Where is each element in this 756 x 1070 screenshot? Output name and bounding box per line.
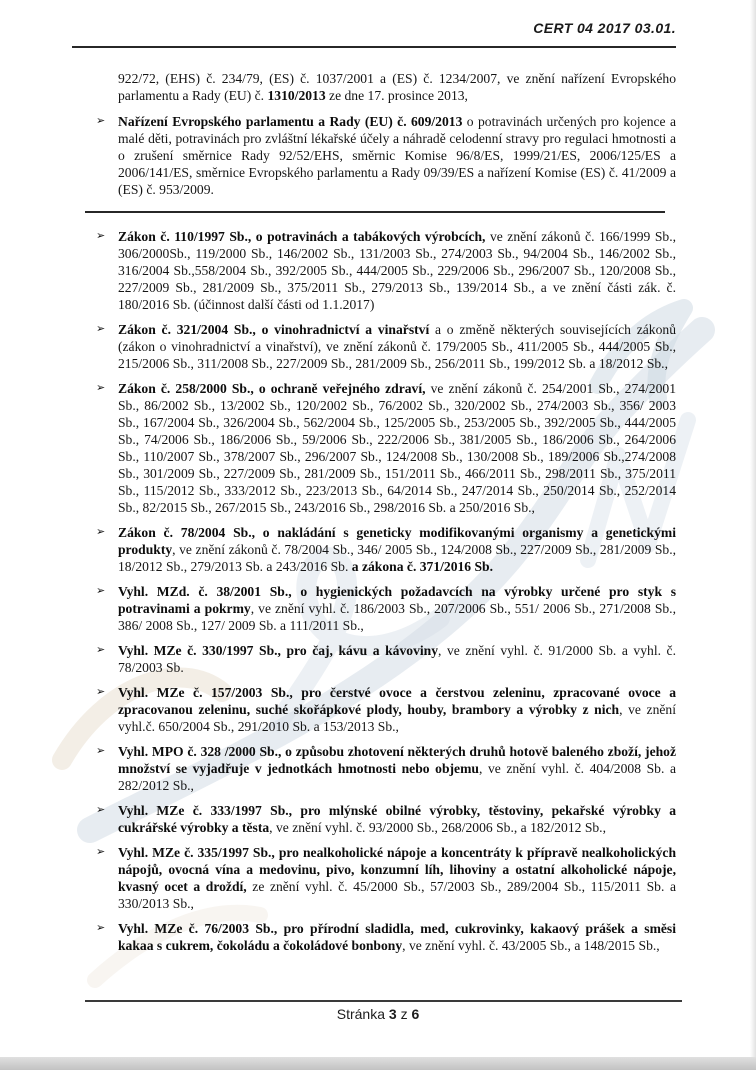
item-text xyxy=(118,322,676,371)
text-segment: a zákona č. 371/2016 Sb. xyxy=(351,559,494,574)
item-text xyxy=(118,114,676,197)
intro-paragraph xyxy=(118,70,676,104)
text-segment: Vyhl. MZe č. 333/1997 Sb., pro mlýnské obilné výrobky, těstoviny, pekařské výrobky a cukrářské výrobky a těsta xyxy=(118,803,676,835)
footer-of-word: z xyxy=(400,1006,408,1022)
footer-rule xyxy=(85,1000,682,1002)
arrow-bullet-icon: ➢ xyxy=(96,745,106,757)
item-text xyxy=(118,381,676,515)
text-segment: Vyhl. MZe č. 330/1997 Sb., pro čaj, kávu a kávoviny xyxy=(118,643,438,658)
arrow-bullet-icon: ➢ xyxy=(96,526,106,538)
item-text xyxy=(118,685,676,734)
text-segment: Zákon č. 78/2004 Sb., o nakládání s geneticky modifikovanými organismy a genetickými produkty xyxy=(118,525,676,557)
page-number: 3 xyxy=(388,1006,397,1022)
total-pages: 6 xyxy=(411,1006,420,1022)
list-item xyxy=(96,524,676,575)
arrow-bullet-icon: ➢ xyxy=(96,922,106,934)
text-segment: , ve znění vyhl.č. 650/2004 Sb., 291/2010 Sb. a 153/2013 Sb., xyxy=(118,702,676,734)
list-item xyxy=(96,583,676,634)
arrow-bullet-icon: ➢ xyxy=(96,323,106,335)
list-item xyxy=(96,642,676,676)
page-footer xyxy=(0,1006,756,1022)
text-segment: Vyhl. MZe č. 335/1997 Sb., pro nealkoholické nápoje a koncentráty k přípravě nealkoholických nápojů, ovocná vína a medovinu, pivo, konzumní líh, lihoviny a ostatní alkoholické nápoje, kvasný ocet a droždí, xyxy=(118,845,676,894)
scan-edge-bottom xyxy=(0,1057,756,1070)
item-text xyxy=(118,845,676,911)
text-segment: Vyhl. MZd. č. 38/2001 Sb., o hygienických požadavcích na výrobky určené pro styk s potravinami a pokrmy xyxy=(118,584,676,616)
item-text xyxy=(118,584,676,633)
text-segment: a o změně některých souvisejících zákonů (zákon o vinohradnictví a vinařství), ve znění zákonů č. 179/2005 Sb., 411/2005 Sb., 444/2005 Sb., 215/2006 Sb., 311/2008 Sb., 227/2009 Sb., 281/2009 Sb., 256/2011 Sb., 199/2012 Sb. a 18/2012 Sb., xyxy=(118,322,676,371)
item-text xyxy=(118,71,676,103)
text-segment: ve znění zákonů č. 254/2001 Sb., 274/2001 Sb., 86/2002 Sb., 13/2002 Sb., 120/2002 Sb., 76/2002 Sb., 320/2002 Sb., 274/2003 Sb., 356/ 2003 Sb., 167/2004 Sb., 326/2004 Sb., 562/2004 Sb., 125/2005 Sb., 253/2005 Sb., 392/2005 Sb., 444/2005 Sb., 74/2006 Sb., 186/2006 Sb., 59/2006 Sb., 222/2006 Sb., 381/2005 Sb., 186/2006 Sb., 264/2006 Sb., 110/2007 Sb., 378/2007 Sb., 296/2007 Sb., 124/2008 Sb., 130/2008 Sb., 189/2006 Sb.,274/2008 Sb., 301/2009 Sb., 227/2009 Sb., 281/2009 Sb., 151/2011 Sb., 466/2011 Sb., 298/2011 Sb., 375/2011 Sb., 115/2012 Sb., 333/2012 Sb., 223/2013 Sb., 64/2014 Sb., 247/2014 Sb., 250/2014 Sb., 252/2014 Sb., 82/2015 Sb., 267/2015 Sb., 243/2016 Sb., 298/2016 Sb. a 250/2016 Sb., xyxy=(118,381,676,515)
header-rule xyxy=(72,46,676,48)
text-segment: , ve znění vyhl. č. 93/2000 Sb., 268/2006 Sb., a 182/2012 Sb., xyxy=(269,820,606,835)
item-text xyxy=(118,921,676,953)
text-segment: , ve znění vyhl. č. 91/2000 Sb. a vyhl. č. 78/2003 Sb. xyxy=(118,643,676,675)
text-segment: 1310/2013 xyxy=(267,88,326,103)
text-segment: ze dne 17. prosince 2013, xyxy=(325,88,468,103)
footer-label: Stránka xyxy=(336,1006,385,1022)
list-item xyxy=(96,920,676,954)
document-code: CERT 04 2017 03.01. xyxy=(533,20,676,36)
text-segment: o potravinách určených pro kojence a malé děti, potravinách pro zvláštní lékařské účely a náhradě celodenní stravy pro regulaci hmotnosti a o zrušení směrnice Rady 92/52/EHS, směrnic Komise 96/8/ES, 1999/21/ES, 2006/125/ES a 2006/141/ES, směrnice Evropského parlamentu a Rady 09/39/ES a nařízení Komise (ES) č. 41/2009 a (ES) č. 953/2009. xyxy=(118,114,677,197)
text-segment: Vyhl. MPO č. 328 /2000 Sb., o způsobu zhotovení některých druhů hotově baleného zboží, jehož množství se vyjadřuje v jednotkách hmotnosti nebo objemu xyxy=(118,744,676,776)
scan-edge-right xyxy=(750,0,756,1070)
text-segment: Zákon č. 110/1997 Sb., o potravinách a tabákových výrobcích, xyxy=(118,229,486,244)
arrow-bullet-icon: ➢ xyxy=(96,230,106,242)
text-segment: 922/72, (EHS) č. 234/79, (ES) č. 1037/2001 a (ES) č. 1234/2007, ve znění nařízení Evropského parlamentu a Rady (EU) č. xyxy=(118,71,676,103)
arrow-bullet-icon: ➢ xyxy=(96,382,106,394)
eu-regulation-list xyxy=(96,113,677,198)
text-segment: , ve znění vyhl. č. 43/2005 Sb., a 148/2015 Sb., xyxy=(402,938,660,953)
text-segment: Zákon č. 258/2000 Sb., o ochraně veřejného zdraví, xyxy=(118,381,426,396)
list-item xyxy=(96,321,676,372)
text-segment: , ve znění vyhl. č. 186/2003 Sb., 207/2006 Sb., 551/ 2006 Sb., 271/2008 Sb., 386/ 2008 Sb., 127/ 2009 Sb. a 111/2011 Sb., xyxy=(118,601,676,633)
item-text xyxy=(118,525,676,574)
item-text xyxy=(118,229,676,312)
list-item xyxy=(96,380,676,516)
law-list xyxy=(96,228,676,954)
list-item xyxy=(96,844,676,912)
list-item xyxy=(96,228,676,313)
list-item xyxy=(96,802,676,836)
list-item xyxy=(96,743,676,794)
item-text xyxy=(118,744,676,793)
text-segment: Nařízení Evropského parlamentu a Rady (EU) č. 609/2013 xyxy=(118,114,463,129)
text-segment: Vyhl. MZe č. 76/2003 Sb., pro přírodní sladidla, med, cukrovinky, kakaový prášek a směsi kakaa s cukrem, čokoládu a čokoládové bonbony xyxy=(118,921,676,953)
item-text xyxy=(118,643,676,675)
arrow-bullet-icon: ➢ xyxy=(96,846,106,858)
text-segment: , ve znění zákonů č. 78/2004 Sb., 346/ 2005 Sb., 124/2008 Sb., 227/2009 Sb., 281/2009 Sb., 18/2012 Sb., 279/2013 Sb. a 243/2016 Sb. xyxy=(118,542,676,574)
list-item xyxy=(96,684,676,735)
text-segment: Vyhl. MZe č. 157/2003 Sb., pro čerstvé ovoce a čerstvou zeleninu, zpracované ovoce a zpracovanou zeleninu, suché skořápkové plody, houby, brambory a výrobky z nich xyxy=(118,685,676,717)
text-segment: , ve znění vyhl. č. 404/2008 Sb. a 282/2012 Sb., xyxy=(118,761,676,793)
list-item xyxy=(96,113,677,198)
item-text xyxy=(118,803,676,835)
text-segment: ze znění vyhl. č. 45/2000 Sb., 57/2003 Sb., 289/2004 Sb., 115/2011 Sb. a 330/2013 Sb., xyxy=(118,879,676,911)
section-separator xyxy=(85,211,665,213)
arrow-bullet-icon: ➢ xyxy=(96,585,106,597)
arrow-bullet-icon: ➢ xyxy=(96,115,106,127)
document-body xyxy=(96,70,677,962)
arrow-bullet-icon: ➢ xyxy=(96,644,106,656)
arrow-bullet-icon: ➢ xyxy=(96,686,106,698)
arrow-bullet-icon: ➢ xyxy=(96,804,106,816)
text-segment: ve znění zákonů č. 166/1999 Sb., 306/2000Sb., 119/2000 Sb., 146/2002 Sb., 131/2003 Sb., 274/2003 Sb., 94/2004 Sb., 146/2002 Sb., 316/2004 Sb.,558/2004 Sb., 392/2005 Sb., 444/2005 Sb., 229/2006 Sb., 296/2007 Sb., 120/2008 Sb., 227/2009 Sb., 281/2009 Sb., 375/2011 Sb., 279/2013 Sb., 139/2014 Sb., a ve znění části zák. č. 180/2016 Sb. (účinnost další části od 1.1.2017) xyxy=(118,229,676,312)
text-segment: Zákon č. 321/2004 Sb., o vinohradnictví a vinařství xyxy=(118,322,430,337)
